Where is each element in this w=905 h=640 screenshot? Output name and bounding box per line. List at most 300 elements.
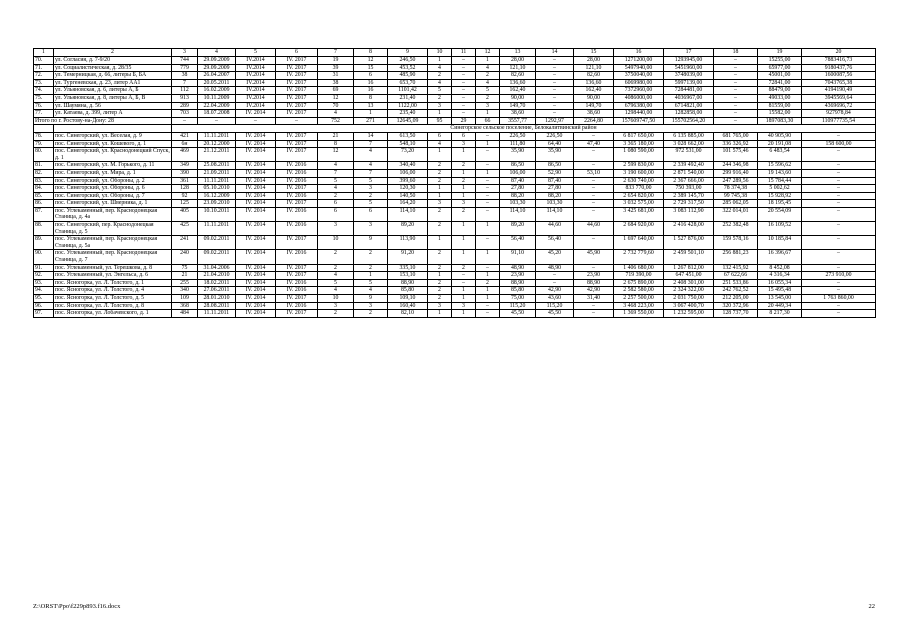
table-cell: 72. xyxy=(34,72,54,80)
table-cell: 2 xyxy=(452,264,476,272)
table-cell: IV. 2017 xyxy=(276,295,318,303)
table-cell: 6 xyxy=(428,132,452,140)
table-cell: 7 xyxy=(354,169,388,177)
address-cell: пос. Углекаменный, пер. Краснодонецкая Станица, д. 5а xyxy=(54,236,172,250)
table-cell: IV. 2017 xyxy=(276,140,318,148)
table-cell: 1 xyxy=(476,110,500,118)
table-cell: 86,50 xyxy=(536,162,574,170)
table-cell: – xyxy=(714,94,758,102)
table-cell: 2 xyxy=(476,72,500,80)
table-cell: 6 483,54 xyxy=(758,148,802,162)
column-number-row xyxy=(34,49,876,57)
table-cell: – xyxy=(802,207,876,221)
table-cell: 9180437,76 xyxy=(802,64,876,72)
table-cell: 226,50 xyxy=(500,132,536,140)
table-cell: 469 xyxy=(172,148,198,162)
table-cell: IV. 2017 xyxy=(276,79,318,87)
table-cell: IV. 2014 xyxy=(236,302,276,310)
table-cell: 8 452,08 xyxy=(758,264,802,272)
table-cell: 3 xyxy=(318,302,354,310)
table-cell: 93. xyxy=(34,279,54,287)
table-cell: 6 817 650,00 xyxy=(614,132,664,140)
table-cell: IV. 2014 xyxy=(236,110,276,118)
table-cell: 6 135 885,00 xyxy=(664,132,714,140)
table-cell: 106,00 xyxy=(388,169,428,177)
address-cell: пос. Углекаменный, пер. Краснодонецкая Станица, д. 7 xyxy=(54,250,172,264)
table-cell: 20 449,34 xyxy=(758,302,802,310)
column-number: 9 xyxy=(388,49,428,57)
table-cell: 2 xyxy=(428,177,452,185)
table-cell: 26.04.2007 xyxy=(198,72,236,80)
table-cell: 1 xyxy=(428,236,452,250)
register-table-container xyxy=(33,48,875,318)
table-cell: 12 xyxy=(318,94,354,102)
table-cell: – xyxy=(574,207,614,221)
table-cell: IV. 2017 xyxy=(276,236,318,250)
table-row xyxy=(34,169,876,177)
table-cell: 35,90 xyxy=(500,148,536,162)
total-cell: – xyxy=(276,117,318,125)
table-cell: 1 xyxy=(452,169,476,177)
table-cell: 2 xyxy=(428,279,452,287)
table-cell: 20 191,08 xyxy=(758,140,802,148)
address-cell: пос. Ясногорка, ул. Л. Толстого, д. 4 xyxy=(54,287,172,295)
total-cell: 752 xyxy=(318,117,354,125)
table-row xyxy=(34,200,876,208)
table-cell: 399,60 xyxy=(388,177,428,185)
total-cell: – xyxy=(714,117,758,125)
table-cell: – xyxy=(714,87,758,95)
table-cell: 12 xyxy=(318,148,354,162)
table-cell: 2 xyxy=(428,72,452,80)
table-cell: 2 xyxy=(354,250,388,264)
table-cell: – xyxy=(476,177,500,185)
table-cell: 29.09.2009 xyxy=(198,57,236,65)
table-cell: 44,60 xyxy=(574,222,614,236)
table-cell: 3 365 180,00 xyxy=(614,140,664,148)
total-cell: – xyxy=(198,117,236,125)
table-cell: 703 xyxy=(172,110,198,118)
table-cell: 255 xyxy=(172,279,198,287)
table-cell: 38,60 xyxy=(574,110,614,118)
table-cell: 2 459 501,10 xyxy=(664,250,714,264)
table-cell: 1 527 876,00 xyxy=(664,236,714,250)
table-cell: 45,50 xyxy=(500,310,536,318)
table-cell: – xyxy=(476,207,500,221)
table-cell: 1 232 595,00 xyxy=(664,310,714,318)
table-cell: 1 xyxy=(428,185,452,193)
table-cell: 9 xyxy=(354,236,388,250)
table-cell: 5 xyxy=(318,279,354,287)
table-row xyxy=(34,236,876,250)
table-cell: 1282858,00 xyxy=(664,110,714,118)
table-cell: 158 600,00 xyxy=(802,140,876,148)
table-cell: IV.2014 xyxy=(236,102,276,110)
address-cell: пос. Синегорский, ул. Шверника, д. 1 xyxy=(54,200,172,208)
table-cell: 613,50 xyxy=(388,132,428,140)
total-cell: 1292,97 xyxy=(536,117,574,125)
table-cell: 6796380,00 xyxy=(614,102,664,110)
table-cell: 2 339 492,40 xyxy=(664,162,714,170)
address-cell: пос. Синегорский, ул. Веселая, д. 9 xyxy=(54,132,172,140)
table-cell: – xyxy=(802,287,876,295)
table-cell: 1 xyxy=(476,287,500,295)
table-cell: 45001,00 xyxy=(758,72,802,80)
table-cell: 744 xyxy=(172,57,198,65)
table-cell: 3 xyxy=(354,222,388,236)
table-cell: 12 xyxy=(354,57,388,65)
table-cell: 548,10 xyxy=(388,140,428,148)
table-cell: IV. 2017 xyxy=(276,57,318,65)
file-path: Z:\ORST\Ppo\f229p893.f16.docx xyxy=(33,603,121,610)
table-cell: IV. 2017 xyxy=(276,102,318,110)
table-cell: 1 xyxy=(452,185,476,193)
table-cell: IV. 2014 xyxy=(236,264,276,272)
table-cell: 86,50 xyxy=(500,162,536,170)
table-cell: 90. xyxy=(34,250,54,264)
table-cell: – xyxy=(476,264,500,272)
table-cell: 114,10 xyxy=(388,207,428,221)
table-cell: 2 675 890,00 xyxy=(614,279,664,287)
table-cell: – xyxy=(714,79,758,87)
table-cell: – xyxy=(574,148,614,162)
column-number: 13 xyxy=(500,49,536,57)
table-cell: – xyxy=(802,264,876,272)
table-cell: 19 143,60 xyxy=(758,169,802,177)
table-cell: 71. xyxy=(34,64,54,72)
table-cell: 31.04.2006 xyxy=(198,264,236,272)
table-cell: 109,10 xyxy=(388,295,428,303)
table-cell: 2 xyxy=(318,250,354,264)
table-cell: 2 416 428,00 xyxy=(664,222,714,236)
table-row xyxy=(34,72,876,80)
table-cell: 149,70 xyxy=(500,102,536,110)
table-cell: 3750040,00 xyxy=(614,72,664,80)
table-cell: – xyxy=(452,272,476,280)
table-cell: 22.04.2009 xyxy=(198,102,236,110)
table-cell: 25.08.2011 xyxy=(198,162,236,170)
address-cell: ул. Социалистическая, д. 28/35 xyxy=(54,64,172,72)
table-cell: 6 xyxy=(354,207,388,221)
table-cell: 231,40 xyxy=(388,94,428,102)
table-row xyxy=(34,222,876,236)
table-cell: 6714821,00 xyxy=(664,102,714,110)
table-cell: 136,60 xyxy=(574,79,614,87)
column-number: 8 xyxy=(354,49,388,57)
table-cell: 38 xyxy=(318,79,354,87)
table-cell: – xyxy=(802,222,876,236)
table-cell: 14 xyxy=(354,132,388,140)
table-cell: 4 xyxy=(428,64,452,72)
table-cell: IV.2014 xyxy=(236,72,276,80)
table-cell: 226,50 xyxy=(536,132,574,140)
total-cell: 155702564,20 xyxy=(664,117,714,125)
table-row xyxy=(34,132,876,140)
table-cell: 7 xyxy=(318,169,354,177)
table-cell: 390 xyxy=(172,169,198,177)
table-cell: – xyxy=(574,264,614,272)
table-cell: 97. xyxy=(34,310,54,318)
table-cell: 2 xyxy=(354,264,388,272)
table-cell: – xyxy=(802,192,876,200)
address-cell: ул. Тургеневская, д. 23, литер АА1 xyxy=(54,79,172,87)
table-cell: 05.10.2010 xyxy=(198,185,236,193)
column-number: 2 xyxy=(54,49,172,57)
table-cell: 2 xyxy=(428,250,452,264)
table-cell: 1 xyxy=(428,192,452,200)
table-cell: 1 xyxy=(452,310,476,318)
table-cell: 43,60 xyxy=(536,295,574,303)
table-cell: 2 732 779,60 xyxy=(614,250,664,264)
table-cell: – xyxy=(536,87,574,95)
table-cell: 7284481,00 xyxy=(664,87,714,95)
table-cell: IV. 2014 xyxy=(236,250,276,264)
table-cell: 2 031 750,00 xyxy=(664,295,714,303)
table-cell: – xyxy=(802,279,876,287)
table-cell: 88,20 xyxy=(500,192,536,200)
table-cell: 8 xyxy=(318,140,354,148)
table-cell: 56,40 xyxy=(500,236,536,250)
table-cell: 242 762,52 xyxy=(714,287,758,295)
table-cell: 48,90 xyxy=(536,264,574,272)
table-cell: 1 xyxy=(452,295,476,303)
table-cell: – xyxy=(802,302,876,310)
table-cell: – xyxy=(802,162,876,170)
table-cell: 8 217,30 xyxy=(758,310,802,318)
table-cell: – xyxy=(802,169,876,177)
table-cell: 2 257 500,00 xyxy=(614,295,664,303)
table-cell: 1 xyxy=(476,295,500,303)
table-cell: 80. xyxy=(34,148,54,162)
table-cell: 4 xyxy=(318,162,354,170)
table-cell: 647 451,00 xyxy=(664,272,714,280)
table-cell: 73,20 xyxy=(388,148,428,162)
table-cell: 2 324 322,00 xyxy=(664,287,714,295)
table-cell: 252 382,48 xyxy=(714,222,758,236)
table-cell: – xyxy=(802,310,876,318)
table-cell: 160,40 xyxy=(388,302,428,310)
table-cell: 111,80 xyxy=(500,140,536,148)
table-cell: 2 xyxy=(428,295,452,303)
table-cell: 49033,00 xyxy=(758,94,802,102)
table-cell: 40 905,90 xyxy=(758,132,802,140)
table-cell: 927978,84 xyxy=(802,110,876,118)
address-cell: пос. Углекаменный, пер. Краснодонецкая Станица, д. 4а xyxy=(54,207,172,221)
table-cell: 833 770,00 xyxy=(614,185,664,193)
table-cell: 299 916,40 xyxy=(714,169,758,177)
table-cell: 114,10 xyxy=(536,207,574,221)
address-cell: ул. Шаумяна, д. 56 xyxy=(54,102,172,110)
table-cell: 1 xyxy=(428,310,452,318)
table-cell: 27,80 xyxy=(536,185,574,193)
table-cell: 2 xyxy=(428,207,452,221)
table-cell: 1 xyxy=(452,287,476,295)
table-cell: – xyxy=(536,279,574,287)
table-cell: – xyxy=(536,57,574,65)
page-footer xyxy=(33,603,875,610)
table-cell: 2 xyxy=(476,94,500,102)
table-row xyxy=(34,87,876,95)
table-cell: IV. 2016 xyxy=(276,279,318,287)
table-cell: IV. 2014 xyxy=(236,295,276,303)
table-row xyxy=(34,272,876,280)
table-cell: IV. 2014 xyxy=(236,185,276,193)
table-cell: IV. 2014 xyxy=(236,200,276,208)
table-cell: 5 xyxy=(318,177,354,185)
table-row xyxy=(34,279,876,287)
address-cell: ул. Ульяновская, д. 8, литеры А, Б, В xyxy=(54,94,172,102)
table-cell: 92 xyxy=(172,192,198,200)
table-cell: 79. xyxy=(34,140,54,148)
table-cell: 1 xyxy=(476,250,500,264)
table-cell: IV. 2014 xyxy=(236,310,276,318)
address-cell: ул. Темерницкая, д. 66, литеры Б, БА xyxy=(54,72,172,80)
table-cell: 77. xyxy=(34,110,54,118)
table-cell: 115,20 xyxy=(500,302,536,310)
table-cell: IV. 2016 xyxy=(276,287,318,295)
table-cell: 4 xyxy=(428,140,452,148)
table-cell: 1 xyxy=(452,148,476,162)
table-cell: 94. xyxy=(34,287,54,295)
table-cell: 4 316,34 xyxy=(758,272,802,280)
table-cell: 20 554,09 xyxy=(758,207,802,221)
table-cell: 42,90 xyxy=(536,287,574,295)
table-cell: 1122,00 xyxy=(388,102,428,110)
table-cell: 16.02.2009 xyxy=(198,87,236,95)
table-cell: 21 xyxy=(318,132,354,140)
table-cell: IV.2014 xyxy=(236,87,276,95)
table-cell: 2 729 317,50 xyxy=(664,200,714,208)
table-cell: – xyxy=(574,236,614,250)
register-table xyxy=(33,48,876,318)
table-cell: 1 406 680,00 xyxy=(614,264,664,272)
table-cell: 9 xyxy=(354,295,388,303)
table-cell: 3 xyxy=(428,200,452,208)
table-cell: 4 xyxy=(318,287,354,295)
table-cell: 289 xyxy=(172,102,198,110)
table-cell: 4 xyxy=(476,64,500,72)
table-cell: 10 xyxy=(318,236,354,250)
column-number: 3 xyxy=(172,49,198,57)
column-number: 15 xyxy=(574,49,614,57)
total-cell: – xyxy=(172,117,198,125)
table-cell: 322 014,01 xyxy=(714,207,758,221)
table-cell xyxy=(34,125,54,133)
table-cell: 128 737,70 xyxy=(714,310,758,318)
table-cell: – xyxy=(802,148,876,162)
table-cell: 27.06.2011 xyxy=(198,287,236,295)
table-cell: 2 582 580,00 xyxy=(614,287,664,295)
address-cell: пос. Углекаменный, ул. Энгельса, д. 6 xyxy=(54,272,172,280)
table-cell: 5451960,00 xyxy=(664,64,714,72)
table-cell: 29.09.2009 xyxy=(198,64,236,72)
table-cell: 1298440,00 xyxy=(614,110,664,118)
table-cell: 7 xyxy=(172,79,198,87)
table-cell: 1 080 590,00 xyxy=(614,148,664,162)
table-cell: 2 389 145,70 xyxy=(664,192,714,200)
table-cell: 485,90 xyxy=(388,72,428,80)
table-cell: 1 xyxy=(452,236,476,250)
table-cell: 16 055,34 xyxy=(758,279,802,287)
table-cell: 2 630 740,00 xyxy=(614,177,664,185)
table-cell: 1 xyxy=(476,169,500,177)
table-cell: 2 408 301,00 xyxy=(664,279,714,287)
table-cell: – xyxy=(714,110,758,118)
page-number: 22 xyxy=(868,603,875,610)
table-cell: 90,00 xyxy=(500,94,536,102)
column-number: 19 xyxy=(758,49,802,57)
table-cell: 256 881,23 xyxy=(714,250,758,264)
table-cell: 361 xyxy=(172,177,198,185)
table-cell: 425 xyxy=(172,222,198,236)
table-cell: 20.05.2011 xyxy=(198,79,236,87)
table-row xyxy=(34,264,876,272)
table-cell: 4 xyxy=(428,79,452,87)
table-cell: 13 xyxy=(354,102,388,110)
table-cell: 56,40 xyxy=(536,236,574,250)
address-cell: пос. Синегорский, ул. Кошевого, д. 1 xyxy=(54,140,172,148)
table-cell: IV. 2014 xyxy=(236,148,276,162)
table-cell: 2 xyxy=(318,264,354,272)
table-cell: IV. 2014 xyxy=(236,140,276,148)
table-cell: 1 xyxy=(476,140,500,148)
table-cell: 87,40 xyxy=(536,177,574,185)
table-cell: – xyxy=(536,64,574,72)
table-cell: 31,40 xyxy=(574,295,614,303)
table-cell: 2 xyxy=(354,192,388,200)
table-cell: 18.07.2008 xyxy=(198,110,236,118)
table-row xyxy=(34,94,876,102)
table-cell: 52,90 xyxy=(536,169,574,177)
table-cell: – xyxy=(536,94,574,102)
table-cell: 3 083 112,90 xyxy=(664,207,714,221)
table-cell: 81559,00 xyxy=(758,102,802,110)
table-cell: – xyxy=(452,79,476,87)
table-cell: 82,10 xyxy=(388,310,428,318)
table-cell: 125 xyxy=(172,200,198,208)
table-cell: – xyxy=(476,185,500,193)
table-cell: 247 289,56 xyxy=(714,177,758,185)
table-row xyxy=(34,207,876,221)
table-cell: 85,80 xyxy=(500,287,536,295)
table-cell: 3 xyxy=(452,302,476,310)
table-cell: – xyxy=(714,64,758,72)
table-cell: 21.04.2010 xyxy=(198,272,236,280)
table-cell: 7883416,73 xyxy=(802,57,876,65)
table-cell: 164,20 xyxy=(388,200,428,208)
table-cell: IV. 2016 xyxy=(276,207,318,221)
table-cell: IV. 2014 xyxy=(236,177,276,185)
table-cell: IV. 2014 xyxy=(236,272,276,280)
table-cell: 3 028 662,00 xyxy=(664,140,714,148)
table-cell: 88479,00 xyxy=(758,87,802,95)
table-cell: 48,90 xyxy=(500,264,536,272)
table-cell: 88,90 xyxy=(500,279,536,287)
table-cell: 09.02.2011 xyxy=(198,236,236,250)
address-cell: пос. Синегорский, ул. М. Горького, д. 11 xyxy=(54,162,172,170)
table-cell: – xyxy=(536,272,574,280)
table-cell: 6 xyxy=(452,132,476,140)
table-cell: 1 xyxy=(354,272,388,280)
total-row xyxy=(34,117,876,125)
table-cell: 45,90 xyxy=(574,250,614,264)
table-cell: 2 654 820,00 xyxy=(614,192,664,200)
table-cell: 1 xyxy=(428,57,452,65)
table-cell: – xyxy=(714,57,758,65)
table-cell: 340,40 xyxy=(388,162,428,170)
table-cell: 4 xyxy=(354,162,388,170)
table-cell: IV. 2016 xyxy=(276,250,318,264)
